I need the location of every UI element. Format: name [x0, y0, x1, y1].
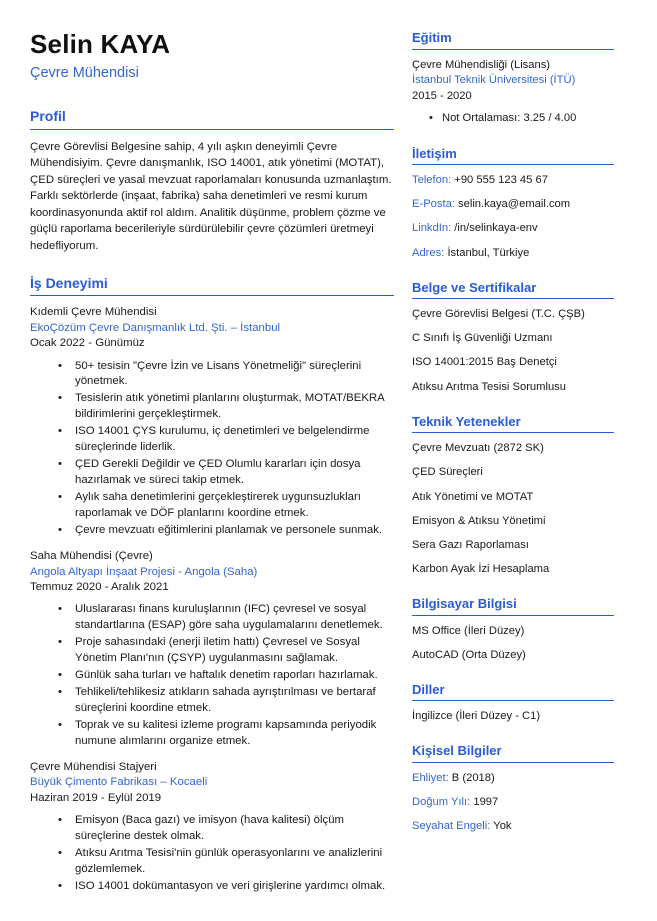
contact-email [412, 197, 614, 212]
job-bullets [30, 813, 394, 895]
section-personal-info [412, 743, 614, 834]
contact-linkedin [412, 221, 614, 236]
education-dates: 2015 - 2020 [412, 89, 472, 102]
list-item: C Sınıfı İş Güvenliği Uzmanı [412, 332, 553, 345]
list-item: • ÇED Gerekli Değildir ve ÇED Olumlu kararları için dosya hazırlamak ve süreci takip etmek. [75, 457, 394, 489]
section-experience [30, 275, 394, 896]
list-item: • Çevre mevzuatı eğitimlerini planlamak ve personele sunmak. [75, 523, 394, 539]
section-heading-personal-info: Kişisel Bilgiler [412, 743, 614, 763]
list-item: • Atıksu Arıtma Tesisi'nin günlük operasyonlarını ve analizlerini gözlemlemek. [75, 846, 394, 878]
section-heading-contact: İletişim [412, 146, 614, 166]
section-heading-languages: Diller [412, 682, 614, 702]
list-item: • Toprak ve su kalitesi izleme programı kapsamında periyodik numune alımlarını organize etmek. [75, 718, 394, 750]
left-column [30, 30, 412, 915]
personal-birth-year [412, 795, 614, 810]
contact-value: +90 555 123 45 67 [454, 174, 548, 187]
contact-label: Adres: [412, 246, 445, 259]
education-bullets [412, 111, 614, 127]
personal-label: Doğum Yılı: [412, 796, 471, 809]
list-item: İngilizce (İleri Düzey - C1) [412, 710, 541, 723]
contact-value: İstanbul, Türkiye [447, 246, 530, 259]
section-heading-experience: İş Deneyimi [30, 275, 394, 297]
section-profile [30, 108, 394, 255]
section-heading-certificates: Belge ve Sertifikalar [412, 280, 614, 300]
list-item: ÇED Süreçleri [412, 466, 483, 479]
section-skills [412, 414, 614, 577]
job-dates: Temmuz 2020 - Aralık 2021 [30, 580, 169, 593]
job-role: Saha Mühendisi (Çevre) [30, 550, 153, 563]
experience-item [30, 305, 394, 539]
section-heading-computer-skills: Bilgisayar Bilgisi [412, 596, 614, 616]
job-company: EkoÇözüm Çevre Danışmanlık Ltd. Şti. – İstanbul [30, 321, 281, 334]
personal-value: Yok [493, 820, 512, 833]
personal-label: Seyahat Engeli: [412, 820, 491, 833]
job-dates: Ocak 2022 - Günümüz [30, 337, 145, 350]
section-heading-skills: Teknik Yetenekler [412, 414, 614, 434]
list-item: • Tesislerin atık yönetimi planlarını oluşturmak, MOTAT/BEKRA bildirimlerini gerçekleştirmek. [75, 391, 394, 423]
contact-label: Telefon: [412, 174, 452, 187]
job-role: Kıdemli Çevre Mühendisi [30, 306, 157, 319]
personal-label: Ehliyet: [412, 772, 449, 785]
section-computer-skills [412, 596, 614, 663]
section-heading-profile: Profil [30, 108, 394, 130]
personal-license [412, 771, 614, 786]
list-item: • ISO 14001 dokümantasyon ve veri girişlerine yardımcı olmak. [75, 879, 394, 895]
section-heading-education: Eğitim [412, 30, 614, 50]
education-degree: Çevre Mühendisliği (Lisans) [412, 58, 551, 71]
job-dates: Haziran 2019 - Eylül 2019 [30, 791, 162, 804]
list-item: • Uluslararası finans kuruluşlarının (IFC) çevresel ve sosyal standartlarına (ESAP) göre saha uygulamalarını denetlemek. [75, 602, 394, 634]
list-item: • Tehlikeli/tehlikesiz atıkların sahada ayrıştırılması ve bertaraf süreçlerini koordine etmek. [75, 685, 394, 717]
list-item: Atık Yönetimi ve MOTAT [412, 490, 534, 503]
experience-item [30, 549, 394, 750]
job-company: Büyük Çimento Fabrikası – Kocaeli [30, 776, 208, 789]
experience-item [30, 760, 394, 895]
list-item: Emisyon & Atıksu Yönetimi [412, 514, 546, 527]
job-bullets [30, 359, 394, 540]
list-item: MS Office (İleri Düzey) [412, 624, 525, 637]
list-item: • Emisyon (Baca gazı) ve imisyon (hava kalitesi) ölçüm süreçlerine destek olmak. [75, 813, 394, 845]
candidate-name: Selin KAYA [30, 29, 171, 59]
list-item: • Proje sahasındaki (enerji iletim hattı) Çevresel ve Sosyal Yönetim Planı'nın (ÇSYP) uygulanmasını sağlamak. [75, 635, 394, 667]
job-bullets [30, 602, 394, 750]
section-languages [412, 682, 614, 725]
job-company: Angola Altyapı İnşaat Projesi - Angola (Saha) [30, 565, 258, 578]
contact-address [412, 246, 614, 261]
profile-text: Çevre Görevlisi Belgesine sahip, 4 yılı aşkın deneyimli Çevre Mühendisiyim. Çevre danışmanlık, ISO 14001, atık yönetimi (MOTAT), ÇED süreçleri ve yasal mevzuat raporlamaları konusunda uzmanlaştım. Farklı sektörlerde (inşaat, fabrika) saha denetimleri ve resmi kurum koordinasyonunda aktif rol aldım. Analitik düşünme, problem çözme ve güçlü raporlama becerileriyle sürdürülebilir çevre çözümleri üretmeyi hedefliyorum. [30, 140, 392, 252]
list-item: Çevre Görevlisi Belgesi (T.C. ÇŞB) [412, 308, 585, 321]
list-item: Çevre Mevzuatı (2872 SK) [412, 442, 544, 455]
candidate-job-title: Çevre Mühendisi [30, 64, 139, 81]
right-column [412, 30, 614, 853]
list-item: • Günlük saha turları ve haftalık denetim raporları hazırlamak. [75, 668, 394, 684]
contact-value: /in/selinkaya-env [454, 222, 538, 235]
section-contact [412, 146, 614, 261]
education-school: İstanbul Teknik Üniversitesi (İTÜ) [412, 74, 576, 87]
contact-value: selin.kaya@email.com [458, 198, 571, 211]
personal-travel-restriction [412, 819, 614, 834]
list-item: • 50+ tesisin "Çevre İzin ve Lisans Yönetmeliği" süreçlerini yönetmek. [75, 359, 394, 391]
contact-label: LinkdIn: [412, 222, 452, 235]
list-item: • ISO 14001 ÇYS kurulumu, iç denetimleri ve belgelendirme süreçlerinde liderlik. [75, 424, 394, 456]
job-role: Çevre Mühendisi Stajyeri [30, 761, 157, 774]
list-item: Karbon Ayak İzi Hesaplama [412, 562, 550, 575]
contact-label: E-Posta: [412, 198, 455, 211]
list-item: ISO 14001:2015 Baş Denetçi [412, 356, 557, 369]
list-item: Atıksu Arıtma Tesisi Sorumlusu [412, 380, 566, 393]
list-item: Sera Gazı Raporlaması [412, 538, 529, 551]
section-certificates [412, 280, 614, 395]
list-item: • Not Ortalaması: 3.25 / 4.00 [442, 111, 614, 127]
personal-value: 1997 [473, 796, 499, 809]
personal-value: B (2018) [451, 772, 495, 785]
list-item: AutoCAD (Orta Düzey) [412, 648, 526, 661]
list-item: • Aylık saha denetimlerini gerçekleştirerek uygunsuzlukları raporlamak ve DÖF planlarını koordine etmek. [75, 490, 394, 522]
section-education [412, 30, 614, 127]
contact-phone [412, 173, 614, 188]
